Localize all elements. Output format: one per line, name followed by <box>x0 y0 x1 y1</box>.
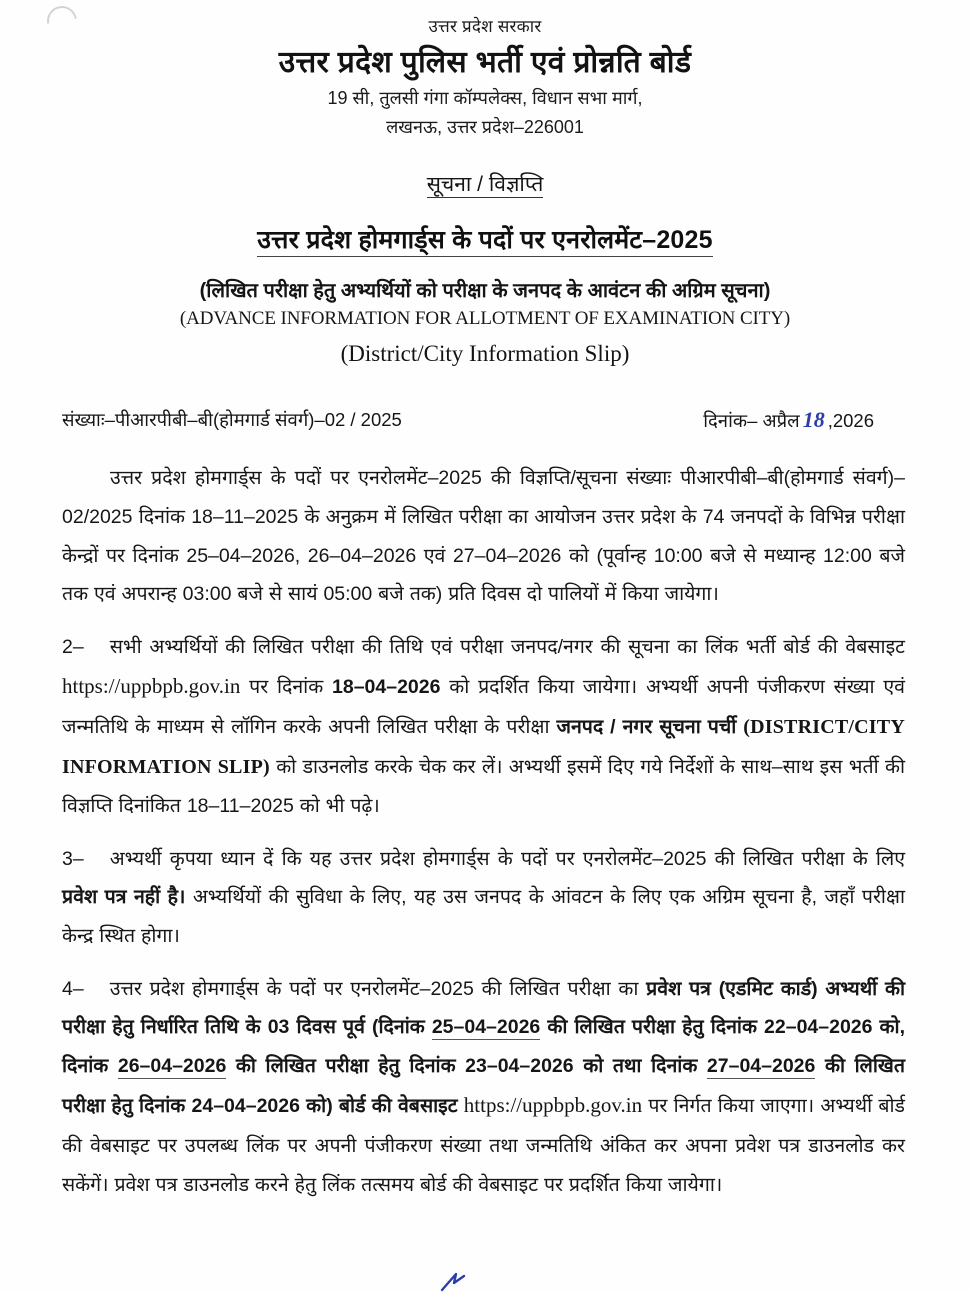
paragraph-1-text: उत्तर प्रदेश होमगार्ड्स के पदों पर एनरोलमेंट–2025 की विज्ञप्ति/सूचना संख्याः पीआरपीबी–बी(होमगार्ड संवर्ग)–02/2025 दिनांक 18–11–2025 के अनुक्रम में लिखित परीक्षा का आयोजन उत्तर प्रदेश के 74 जनपदों के विभिन्न परीक्षा केन्द्रों पर दिनांक 25–04–2026, 26–04–2026 एवं 27–04–2026 को (पूर्वान्ह 10:00 बजे से मध्यान्ह 12:00 बजे तक एवं अपरान्ह 03:00 बजे से सायं 05:00 बजे तक) प्रति दिवस दो पालियों में किया जायेगा। <box>62 467 905 606</box>
paragraph-3-text-2: अभ्यर्थियों की सुविधा के लिए, यह उस जनपद के आंवटन के लिए एक अग्रिम सूचना है, जहाँ परीक्षा केन्द्र स्थित होगा। <box>62 886 905 947</box>
paragraph-4-number: 4– <box>62 977 84 1000</box>
document-date <box>703 407 874 433</box>
paragraph-2 <box>62 628 905 826</box>
paragraph-2-text-3: को प्रदर्शित किया जायेगा। अभ्यर्थी अपनी पंजीकरण संख्या एवं जन्मतिथि के माध्यम से लॉगिन करके अपनी लिखित परीक्षा के परीक्षा <box>62 676 906 738</box>
paragraph-1 <box>62 459 905 613</box>
admit-card-text-3: की लिखित परीक्षा हेतु दिनांक 23–04–2026 को तथा दिनांक <box>226 1054 707 1077</box>
board-website-url-1[interactable]: https://uppbpb.gov.in <box>62 674 241 699</box>
notice-label <box>0 170 970 198</box>
admit-card-text-4: की लिखित परीक्षा हेतु दिनांक 24–04–2026 को) बोर्ड की वेबसाइट <box>62 1054 905 1118</box>
government-name: उत्तर प्रदेश सरकार <box>428 17 542 36</box>
date-suffix: ,2026 <box>827 410 874 432</box>
not-admit-card-notice: प्रवेश पत्र नहीं है। <box>62 886 186 909</box>
subtitle-english: (ADVANCE INFORMATION FOR ALLOTMENT OF EXAMINATION CITY) <box>179 308 791 330</box>
paragraph-2-text-5: को डाउनलोड करके चेक कर लें। अभ्यर्थी इसमें दिए गये निर्देशों के साथ–साथ इस भर्ती की विज्ञप्ति दिनांकित 18–11–2025 को भी पढ़े। <box>62 755 905 818</box>
notice-label-text: सूचना / विज्ञप्ति <box>426 173 544 197</box>
slip-name-english: (DISTRICT/CITY INFORMATION SLIP) <box>62 715 905 778</box>
address-line-1: 19 सी, तुलसी गंगा कॉम्पलेक्स, विधान सभा मार्ग, <box>327 88 643 108</box>
paragraph-2-text-2: पर दिनांक <box>240 676 333 699</box>
exam-date-26-04-2026: 26–04–2026 <box>117 1054 227 1077</box>
paragraph-3-text-1: अभ्यर्थी कृपया ध्यान दें कि यह उत्तर प्रदेश होमगार्ड्स के पदों पर एनरोलमेंट–2025 की लिखित परीक्षा के लिए <box>109 847 905 870</box>
page-title <box>0 222 970 256</box>
slip-release-date: 18–04–2026 <box>332 676 441 699</box>
blue-ink-stroke-icon <box>440 1262 474 1292</box>
admit-card-text-1: प्रवेश पत्र (एडमिट कार्ड) अभ्यर्थी की परीक्षा हेतु निर्धारित तिथि के 03 दिवस पूर्व (दिनांक <box>62 977 905 1039</box>
reference-number: संख्याः–पीआरपीबी–बी(होमगार्ड संवर्ग)–02 / 2025 <box>62 409 402 431</box>
exam-date-25-04-2026: 25–04–2026 <box>431 1016 541 1039</box>
document-header <box>0 0 970 142</box>
board-website-url-2[interactable]: https://uppbpb.gov.in <box>463 1093 643 1118</box>
document-body <box>62 459 905 1204</box>
paragraph-2-text-1: सभी अभ्यर्थियों की लिखित परीक्षा की तिथि एवं परीक्षा जनपद/नगर की सूचना का लिंक भर्ती बोर्ड की वेबसाइट <box>109 635 905 658</box>
paragraph-3 <box>62 840 905 956</box>
admit-card-text-2: की लिखित परीक्षा हेतु दिनांक 22–04–2026 को, दिनांक <box>62 1016 906 1077</box>
exam-date-27-04-2026: 27–04–2026 <box>706 1054 816 1077</box>
subtitle-hindi: (लिखित परीक्षा हेतु अभ्यर्थियों को परीक्षा के जनपद के आवंटन की अग्रिम सूचना) <box>199 280 771 303</box>
slip-name-hindi: जनपद / नगर सूचना पर्ची <box>556 715 737 738</box>
date-prefix: दिनांक– अप्रैल <box>703 410 800 432</box>
reference-row <box>62 407 910 433</box>
subtitle-slip: (District/City Information Slip) <box>340 341 630 367</box>
paragraph-2-number: 2– <box>62 635 84 658</box>
paragraph-3-number: 3– <box>62 847 84 870</box>
paragraph-4-text-2: पर निर्गत किया जाएगा। अभ्यर्थी बोर्ड की वेबसाइट पर उपलब्ध लिंक पर अपनी पंजीकरण संख्या तथा जन्मतिथि अंकित कर अपना प्रवेश पत्र डाउनलोड कर सकेंगें। प्रवेश पत्र डाउनलोड करने हेतु लिंक तत्समय बोर्ड की वेबसाइट पर प्रदर्शित किया जायेगा। <box>62 1095 905 1196</box>
board-name: उत्तर प्रदेश पुलिस भर्ती एवं प्रोन्नति बोर्ड <box>278 45 692 79</box>
paragraph-4 <box>62 970 905 1205</box>
page-title-text: उत्तर प्रदेश होमगार्ड्स के पदों पर एनरोलमेंट–2025 <box>257 226 713 257</box>
handwritten-day: 18 <box>802 407 825 433</box>
paragraph-4-text-1: उत्तर प्रदेश होमगार्ड्स के पदों पर एनरोलमेंट–2025 की लिखित परीक्षा का <box>109 977 647 1000</box>
address-line-2: लखनऊ, उत्तर प्रदेश–226001 <box>386 117 584 138</box>
